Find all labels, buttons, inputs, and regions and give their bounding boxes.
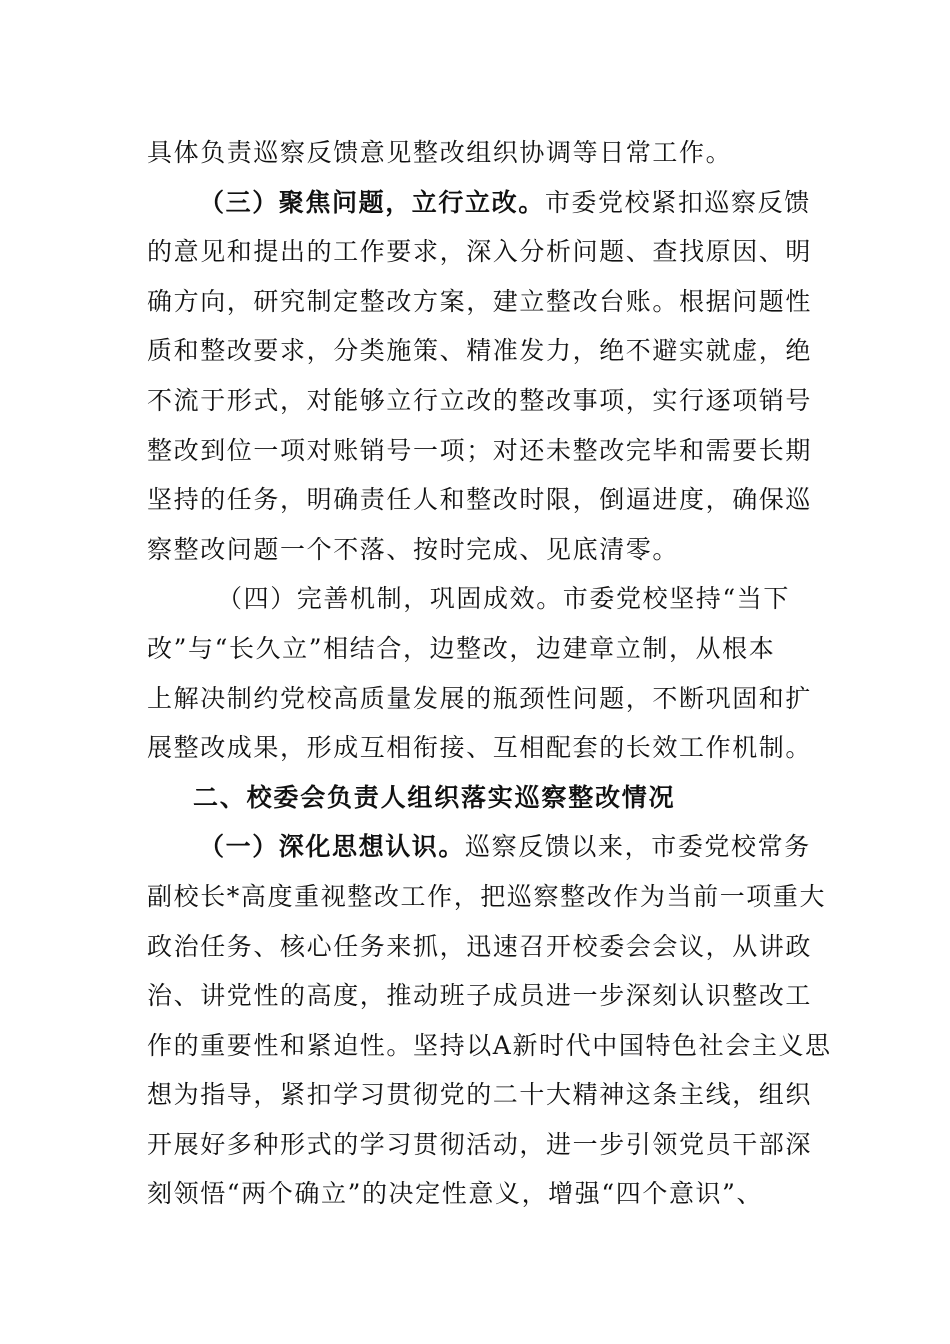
paragraph-line [147,674,813,724]
paragraph-line [147,525,809,575]
line-text: 治、讲党性的高度，推动班子成员进一步深刻认识整改工 [147,981,813,1011]
line-text: 察整改问题一个不落、按时完成、见底清零。 [147,534,680,564]
paragraph-line [147,624,809,674]
paragraph-line [147,326,813,376]
paragraph-line [147,922,813,972]
line-text: （四）完善机制，巩固成效。市委党校坚持“当下 [217,584,790,614]
line-text: 不流于形式，对能够立行立改的整改事项，实行逐项销号 [147,385,813,415]
line-text: 政治任务、核心任务来抓，迅速召开校委会会议，从讲政 [147,931,813,961]
line-text: 作的重要性和紧迫性。坚持以A新时代中国特色社会主义思 [147,1030,832,1060]
line-text: 的意见和提出的工作要求，深入分析问题、查找原因、明 [147,237,813,267]
line-text: 市委党校紧扣巡察反馈 [544,187,811,217]
paragraph-line [147,723,813,773]
paragraph-line [147,1021,832,1071]
section-three-heading: （三）聚焦问题，立行立改。 [199,187,545,217]
line-text: 质和整改要求，分类施策、精准发力，绝不避实就虚，绝 [147,336,813,366]
chapter-two-heading [147,773,809,823]
paragraph-line [147,1120,813,1170]
paragraph-line [147,475,813,525]
line-text: 上解决制约党校高质量发展的瓶颈性问题，不断巩固和扩 [147,683,813,713]
paragraph-line [147,971,813,1021]
line-text: 确方向，研究制定整改方案，建立整改台账。根据问题性 [147,286,813,316]
paragraph-line [147,1169,809,1219]
subsection-one-line [147,822,809,872]
paragraph-line [147,227,813,277]
line-text: 整改到位一项对账销号一项；对还未整改完毕和需要长期 [147,435,813,465]
paragraph-line [147,872,827,922]
paragraph-line [147,426,813,476]
line-text: 副校长*高度重视整改工作，把巡察整改作为当前一项重大 [147,881,827,911]
paragraph-line [147,277,813,327]
line-text: 具体负责巡察反馈意见整改组织协调等日常工作。 [147,138,733,167]
subsection-one-heading: （一）深化思想认识。 [199,832,466,862]
paragraph-line [147,1070,813,1120]
line-text: 改”与“长久立”相结合，边整改，边建章立制，从根本 [147,633,776,663]
heading-text: 二、校委会负责人组织落实巡察整改情况 [193,782,676,812]
line-text: 展整改成果，形成互相衔接、互相配套的长效工作机制。 [147,733,813,763]
line-text: 坚持的任务，明确责任人和整改时限，倒逼进度，确保巡 [147,485,813,515]
line-text: 刻领悟“两个确立”的决定性意义，增强“四个意识”、 [147,1179,764,1209]
section-three-line [147,178,809,228]
section-four-line [147,574,809,624]
line-text: 开展好多种形式的学习贯彻活动，进一步引领党员干部深 [147,1129,813,1159]
document-body [147,128,832,1219]
paragraph-line [147,376,813,426]
line-text: 想为指导，紧扣学习贯彻党的二十大精神这条主线，组织 [147,1080,813,1110]
line-text: 巡察反馈以来，市委党校常务 [465,832,811,862]
paragraph-line [147,128,809,178]
